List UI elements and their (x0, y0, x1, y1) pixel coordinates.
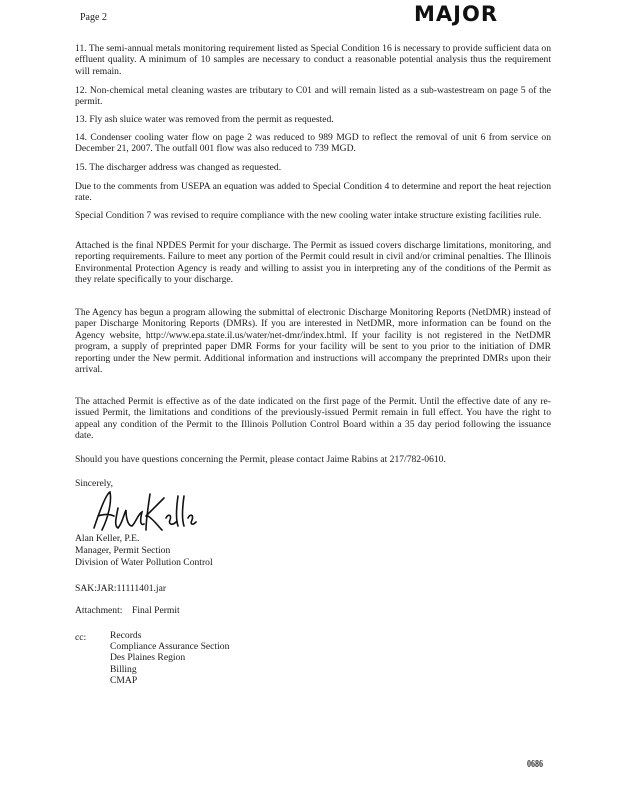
paragraph-usepa: Due to the comments from USEPA an equation was added to Special Condition 4 to determine and report the heat rejection rate. (75, 181, 551, 204)
paragraph-final-permit: Attached is the final NPDES Permit for your discharge. The Permit as issued covers discharge limitations, monitoring, and reporting requirements. Failure to meet any portion of the Permit could result in civil and/or criminal penalties. The Illinois Environmental Protection Agency is ready and willing to assist you in interpreting any of the conditions of the Permit as they relate specifically to your discharge. (75, 240, 551, 286)
major-stamp: MAJOR (414, 2, 498, 26)
paragraph-item-15: 15. The discharger address was changed as requested. (75, 162, 282, 173)
reference-initials: SAK:JAR:11111401.jar (75, 583, 167, 594)
closing: Sincerely, (75, 478, 114, 489)
page-number: Page 2 (80, 12, 107, 23)
cc-recipient: Des Plaines Region (110, 652, 186, 664)
cc-recipient: Billing (110, 663, 137, 675)
paragraph-effective-date: The attached Permit is effective as of the date indicated on the first page of the Permit. Until the effective date of any re-issued Permit, the limitations and conditions of the previously-issued Permit remain in full effect. You have the right to appeal any condition of the Permit to the Illinois Pollution Control Board within a 35 day period following the issuance date. (75, 396, 551, 442)
cc-recipient-list (110, 630, 229, 686)
paragraph-item-14: 14. Condenser cooling water flow on page 2 was reduced to 989 MGD to reflect the removal of unit 6 from service on December 21, 2007. The outfall 001 flow was also reduced to 739 MGD. (75, 132, 551, 155)
cc-recipient: Compliance Assurance Section (110, 641, 230, 653)
cc-recipient: CMAP (110, 674, 138, 686)
paragraph-contact: Should you have questions concerning the Permit, please contact Jaime Rabins at 217/782-0610. (75, 454, 446, 465)
attachment-line: Attachment: Final Permit (75, 605, 180, 616)
bates-number: 0686 (527, 759, 543, 770)
paragraph-netdmr: The Agency has begun a program allowing the submittal of electronic Discharge Monitoring Reports (NetDMR) instead of paper Discharge Monitoring Reports (DMRs). If you are interested in NetDMR, more information can be found on the Agency website, http://www.epa.state.il.us/water/net-dmr/index.html. If your facility is not registered in the NetDMR program, a supply of preprinted paper DMR Forms for your facility will be sent to you prior to the initiation of DMR reporting under the New permit. Additional information and instructions will accompany the preprinted DMRs upon their arrival. (75, 307, 551, 376)
signer-name: Alan Keller, P.E. (75, 533, 140, 544)
paragraph-special-condition-7: Special Condition 7 was revised to require compliance with the new cooling water intake structure existing facilities rule. (75, 210, 542, 221)
paragraph-item-13: 13. Fly ash sluice water was removed from the permit as requested. (75, 114, 334, 125)
cc-recipient: Records (110, 630, 142, 641)
paragraph-item-12: 12. Non-chemical metal cleaning wastes are tributary to C01 and will remain listed as a sub-wastestream on page 5 of the permit. (75, 85, 551, 108)
signer-division: Division of Water Pollution Control (75, 557, 213, 568)
signer-title: Manager, Permit Section (75, 545, 171, 556)
cc-label: cc: (75, 632, 87, 643)
paragraph-item-11: 11. The semi-annual metals monitoring requirement listed as Special Condition 16 is necessary to provide sufficient data on effluent quality. A minimum of 10 samples are necessary to conduct a reasonable potential analysis thus the requirement will remain. (75, 43, 551, 77)
